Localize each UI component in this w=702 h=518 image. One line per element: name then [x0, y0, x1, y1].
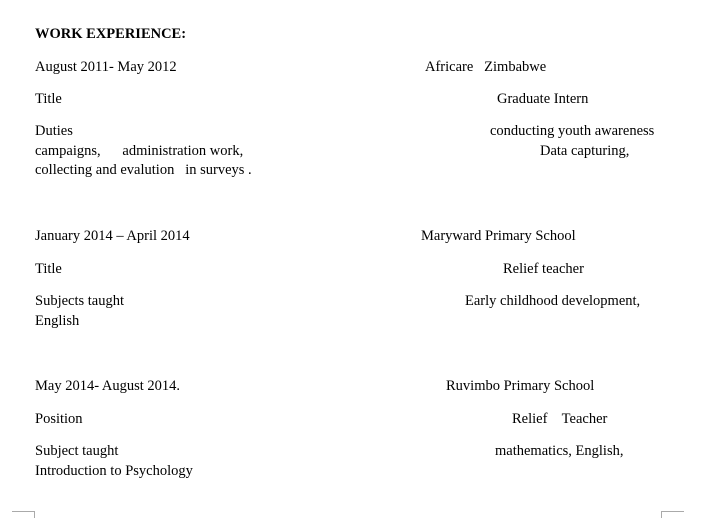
job-subjects-continuation: Introduction to Psychology [35, 463, 193, 479]
job-position-value: Relief Teacher [512, 411, 608, 427]
job-dates: May 2014- August 2014. [35, 378, 180, 394]
job-dates: January 2014 – April 2014 [35, 228, 190, 244]
job-employer: Ruvimbo Primary School [446, 378, 595, 394]
job-title-value: Relief teacher [503, 261, 584, 277]
job-duties-continuation: collecting and evalution in surveys . [35, 162, 252, 178]
job-duties-continuation-right: Data capturing, [540, 143, 630, 159]
job-employer: Africare Zimbabwe [425, 59, 547, 75]
job-title-label: Title [35, 91, 62, 107]
job-subjects-value: Early childhood development, [465, 293, 641, 309]
job-duties-continuation: campaigns, administration work, [35, 143, 244, 159]
job-dates: August 2011- May 2012 [35, 59, 177, 75]
job-title-label: Title [35, 261, 62, 277]
job-subjects-value: mathematics, English, [495, 443, 624, 459]
job-employer: Maryward Primary School [421, 228, 576, 244]
job-subjects-label: Subject taught [35, 443, 119, 459]
job-duties-value: conducting youth awareness [490, 123, 655, 139]
job-title-value: Graduate Intern [497, 91, 589, 107]
job-position-label: Position [35, 411, 83, 427]
job-subjects-continuation: English [35, 313, 80, 329]
section-heading: WORK EXPERIENCE: [35, 26, 187, 42]
job-duties-label: Duties [35, 123, 73, 139]
job-subjects-label: Subjects taught [35, 293, 125, 309]
